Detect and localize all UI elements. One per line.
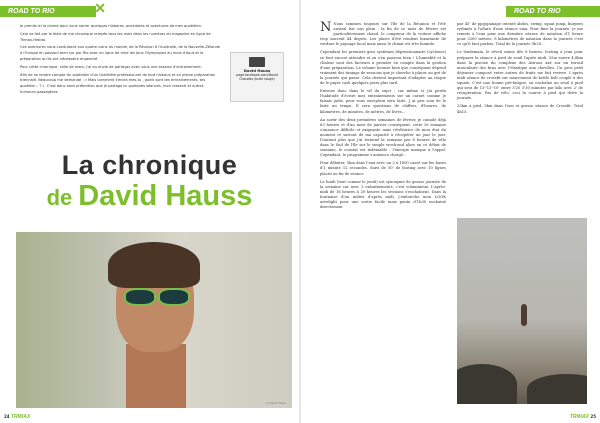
title-name: David Hauss [78, 180, 253, 212]
article-paragraph: Entrons donc dans le vif du sujet ; car même si j'ai perdu l'habitude d'écrire mes entrainements sur un carnet comme je faisais jadis, pour vous exception sera faite. J ai pris soin de le faire un temps. Il sera questions de chiffres, d'heures, de kilomètres, de minutes, de mètres, de litres... [320, 89, 446, 114]
left-page [0, 0, 299, 423]
intro-paragraph: Cela va fait par le biais de ma chronique relayée tous les mois dans les numéros du magazine en ligne de Trimax-Hebdo. [20, 31, 211, 42]
card-line: page.facebook.com/David [236, 73, 278, 77]
article-paragraph: 25km à pied, 5km dans l'eau et grosse séance de Crossfit. Total 4h15. [457, 104, 583, 114]
title-prefix: de [46, 185, 73, 210]
intro-text [20, 24, 220, 98]
card-name: David Hauss [243, 68, 271, 73]
section-banner-left [0, 0, 106, 17]
article-paragraph: par 45' de ppg/gainage orienté abdos, swing, squat jump, burpees rythmés à l'allure d'une séance vma. Pour finir la journée, je me remets à l'eau pour une dernière séance de natation d'1 heure pour 3200 mètres. 8 kilomètres de natation dans la journée c'est ce qu'il faut parfois. Total de la journée 5h20... [457, 22, 583, 47]
footer-right [570, 414, 596, 420]
footer-left [4, 414, 30, 420]
paragraph-text: Nous sommes toujours sur l'île de la Réunion et l'été austral bat son plein : la fin de ce mois de février est particulièrement chaud, le compteur de la voiture affiche trop souvent 44 degrés. Les pluies d'été rendent luxuriante de verdure le paysage local mais aussi le climat est très humide. [320, 22, 446, 47]
photo-rock [527, 374, 587, 404]
article-paragraph [320, 22, 446, 47]
title-line-1: La chronique [61, 150, 238, 180]
runner-silhouette [521, 304, 527, 326]
running-beach-photo [457, 218, 587, 404]
drop-cap: N [320, 20, 332, 35]
article-paragraph: Cependant les premiers gros systèmes dépressionnaire (cyclones) se font encore attendre et on s'en passera bien ! L'humidité et la chaleur sont des facteurs à prendre en compte dans la gestion d'une préparation. Le volume horaire bien que conséquent dépend vraiment des timings de sessions que je cherche à placer au gré de la journée qui passe. Cela devient important d'adapter au risque de le payer cash quelques jours plus tard. [320, 50, 446, 86]
page-number-right: 25 [590, 414, 596, 419]
article-column-1 [320, 22, 446, 213]
magazine-logo-left: TRIMAX [10, 414, 31, 420]
photo-rock [457, 364, 517, 404]
intro-paragraph: Pour cette chronique, celle de mars, j'ai eu envie de partager avec vous une session d'entrainement. [20, 64, 202, 69]
photo-neck [126, 344, 186, 408]
right-page [301, 0, 600, 423]
article-paragraph: Pour débuter, 5km dans l'eau avec un 2 x 1800 cassé sur les bases d'1 minute 12 secondes. Suivi de 50' de footing avec 10 lignes placés en fin de séance. [320, 161, 446, 176]
cross-icon: ✕ [94, 0, 106, 16]
section-label-right: ROAD TO RIO [514, 8, 561, 15]
intro-paragraph: Je prends ici la plume pour vous narrer quelques histoires, anecdotes et aventures de mes quotidien. [20, 24, 203, 28]
intro-paragraph: Afin de se rendre compte du quotidien d'un triathlète professionnel de tout niveaux et en pleine préparation triennale. Beaucoup me demande : « Mais comment t'entra mes-tu , quels sont tes entrainements, tes quotidie... ? ». C'est donc sans prétention que je partage ici quelques séances, mon ressenti et autres humeurs passagères. [20, 72, 216, 94]
athlete-portrait-photo [16, 232, 292, 408]
facebook-icon [249, 57, 265, 67]
article-column-2 [457, 22, 583, 118]
article-paragraph: Le lundi (tout comme le jeudi) est synonyme de grosse journée de la semaine car avec 3 entraînements, c'est volumineux. L'après-midi de 16 heures à 20 heures les sessions s'enchaînent. Dans la fournaise d'un milieu d'après midi, j'enfourche mon LOOK aerolight pour une sortie facile mais pentu d'1h30 enchainé directement [320, 179, 446, 210]
title-line-2 [0, 180, 299, 214]
sunglasses-icon [124, 288, 190, 302]
section-banner-right [506, 6, 600, 17]
chronicle-title [0, 150, 299, 214]
magazine-logo-right: TRIMAX [569, 414, 590, 420]
photo-credit: (c) David Hauss [265, 402, 286, 405]
section-label-left: ROAD TO RIO [8, 8, 55, 15]
card-line: Chaudes (bulle rouge) [239, 77, 275, 81]
article-paragraph: Au sortir des deux premières semaines de février, je cumule déjà 63 heures et d'un mois de janvier conséquent, cette 3e semaine s'annonce difficile et exigeante mais révélatrice de mon état du moment et surtout de ma capacité à récupérer au jour le jour. D'autant plus que j'ai terminé la semaine par 8 heures de vélo dans le Sud de l'île sur le simple week-end alors en ce début de semaine, le constat est indéniable : l'énergie manque à l'appel. Cependant, le programme s'annonce chargé... [320, 117, 446, 158]
social-card [230, 52, 284, 102]
intro-paragraph: Ces aventures nous conduisent aux quatre coins du monde, de la Réunion à l'Australie, de la Nouvelle-Zélande à l'Europe en passant bien sur par Rio avec en ligne de mire les Jeux Olympiques au mois d'Aout et la préparation qu'ils ont nécessaire engendré. [20, 45, 220, 61]
article-paragraph: Le lendemain, le réveil sonne dès 6 heures, footing à jeun pour préparer la séance à pied de seuil l'après midi. 35m suivre 4,8km dans la piscine du complexe des Avirons axé sur un travail musculaire des bras avec l'élastique aux chevilles. Un gros petit déjeuner composé entre autres de fruits me fait revivre. L'après midi séance de crossfit sur mouvement de kettle belt couplé à des squats. C'est une bonne pré-fatigue, on enchaîne au seuil à pied qui sera de 15'-12'-10' entre 3'20 3'30 minutes par kilo avec 2' de récupération. Pas de vélo, ceci la course à pied qui drive la journée. [457, 50, 583, 101]
page-number-left: 24 [4, 414, 10, 419]
photo-hair [108, 242, 200, 288]
